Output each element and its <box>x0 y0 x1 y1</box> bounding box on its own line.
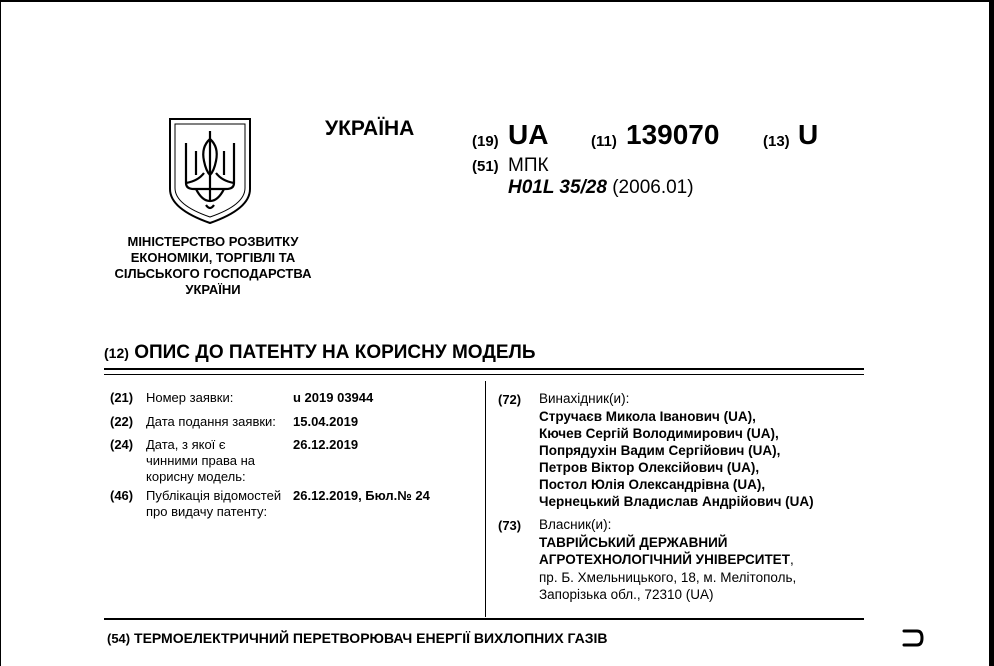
owner-label: Власник(и): <box>539 517 612 532</box>
code-11: (11) <box>591 133 617 150</box>
field-24-code: (24) <box>110 437 134 452</box>
page-border-left <box>0 0 1 666</box>
field-22-label: Дата подання заявки: <box>146 414 276 429</box>
patent-kind: U <box>798 119 819 150</box>
inventor-name: Попрядухін Вадим Сергійович (UA), <box>539 443 781 458</box>
page-border-top <box>0 0 994 2</box>
code-19: (19) <box>472 133 499 150</box>
field-24-label: Дата, з якої є чинними права на корисну модель: <box>146 437 255 484</box>
owner-name-suffix: , <box>789 552 794 567</box>
invention-title-code: (54) <box>107 631 131 646</box>
rights-effective-date: 26.12.2019 <box>293 437 359 452</box>
ministry-line: МІНІСТЕРСТВО РОЗВИТКУ <box>127 234 299 249</box>
owner-name-line-2 <box>539 551 794 569</box>
owner-name-line: ТАВРІЙСЬКИЙ ДЕРЖАВНИЙ <box>539 535 728 550</box>
next-page-arrow-icon[interactable] <box>901 628 925 648</box>
inventors-code: (72) <box>498 392 522 407</box>
field-46-label: Публікація відомостей про видачу патенту: <box>146 488 282 519</box>
document-title <box>104 342 536 364</box>
ipc-label: МПК <box>508 155 549 176</box>
ministry-name <box>100 234 326 298</box>
ministry-line: СІЛЬСЬКОГО ГОСПОДАРСТВА <box>114 266 312 281</box>
inventors-label: Винахідник(и): <box>539 391 630 406</box>
field-22-code: (22) <box>110 414 134 429</box>
title-rule-bottom <box>104 374 864 375</box>
code-13: (13) <box>763 133 790 150</box>
doc-title-code: (12) <box>104 345 129 361</box>
ukraine-coat-of-arms-icon <box>168 117 252 225</box>
ministry-line: ЕКОНОМІКИ, ТОРГІВЛІ ТА <box>130 250 296 265</box>
publication-info: 26.12.2019, Бюл.№ 24 <box>293 488 430 503</box>
country-code: UA <box>508 119 549 150</box>
owner-code: (73) <box>498 518 522 533</box>
section-rule <box>104 618 864 620</box>
inventor-name: Чернецький Владислав Андрійович (UA) <box>539 494 814 509</box>
patent-number: 139070 <box>626 119 720 150</box>
inventor-name: Постол Юлія Олександрівна (UA), <box>539 477 766 492</box>
ipc-version: (2006.01) <box>612 177 694 198</box>
ministry-line: УКРАЇНИ <box>185 282 241 297</box>
ipc-classification <box>508 177 694 199</box>
doc-title-text: ОПИС ДО ПАТЕНТУ НА КОРИСНУ МОДЕЛЬ <box>134 342 536 363</box>
field-46-code: (46) <box>110 488 134 503</box>
ipc-class: H01L 35/28 <box>508 177 607 198</box>
invention-title <box>107 630 607 646</box>
invention-title-text: ТЕРМОЕЛЕКТРИЧНИЙ ПЕРЕТВОРЮВАЧ ЕНЕРГІЇ ВИХЛОПНИХ ГАЗІВ <box>134 630 608 646</box>
code-51: (51) <box>472 158 499 175</box>
column-divider <box>485 381 486 617</box>
title-rule-top <box>104 368 864 370</box>
filing-date: 15.04.2019 <box>293 414 359 429</box>
country-name: УКРАЇНА <box>325 117 415 140</box>
inventor-name: Петров Віктор Олексійович (UA), <box>539 460 760 475</box>
field-21-code: (21) <box>110 390 134 405</box>
owner-address-line: пр. Б. Хмельницького, 18, м. Мелітополь, <box>539 570 797 585</box>
application-number: u 2019 03944 <box>293 390 374 405</box>
owner-name-line: АГРОТЕХНОЛОГІЧНИЙ УНІВЕРСИТЕТ <box>539 552 790 567</box>
field-21-label: Номер заявки: <box>146 390 234 405</box>
owner-address-line: Запорізька обл., 72310 (UA) <box>539 587 714 602</box>
inventor-name: Кючев Сергій Володимирович (UA), <box>539 426 779 441</box>
page-border-right <box>989 0 994 666</box>
inventor-name: Стручаєв Микола Іванович (UA), <box>539 409 756 424</box>
